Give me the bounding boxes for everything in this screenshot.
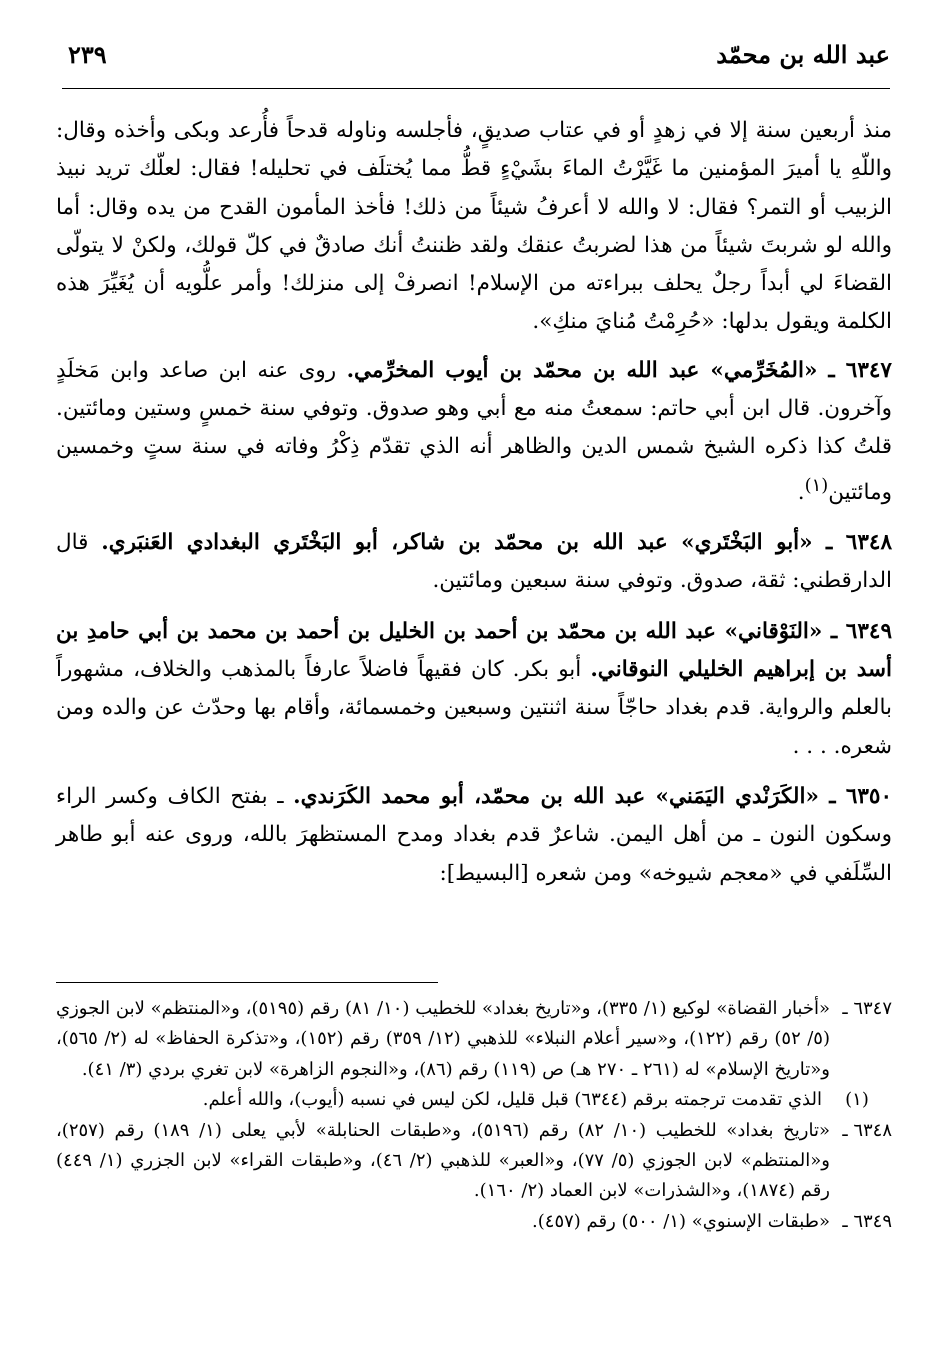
running-header [62,36,890,89]
entry-6349 [56,613,892,766]
footnote-6347 [56,994,892,1085]
footnote-text: «تاريخ بغداد» للخطيب (١٠/ ٨٢) رقم (٥١٩٦)، و«طبقات الحنابلة» لأبي يعلى (١/ ١٨٩) رقم (٢٥٧)، و«المنتظم» لابن الجوزي (٥/ ٧٧)، و«العبر» للذهبي (٢/ ٤٦)، و«طبقات القراء» لابن الجزري (١/ ٤٤٩) رقم (١٨٧٤)، و«الشذرات» لابن العماد (٢/ ١٦٠). [56,1119,830,1202]
running-title: عبد الله بن محمّد [716,40,890,69]
entry-heading: ٦٣٤٩ ـ «النَوْقاني» عبد الله بن محمّد بن أحمد بن الخليل بن أحمد بن محمد بن أبي حامدِ بن أسد بن إبراهيم الخليلي النوقاني. [56,618,893,683]
page-number: ٢٣٩ [68,40,107,69]
entry-text: روى عنه ابن صاعد وابن مَخلَدٍ وآخرون. قال ابن أبي حاتم: سمعتُ منه مع أبي وهو صدوق. وتوفي سنة خمسٍ وستين ومائتين. قلتُ كذا ذكره الشيخ شمس الدين والظاهر أنه الذي تقدّم ذِكْرُ وفاته في سنة ستٍ وخمسين ومائتين [56,357,892,505]
intro-paragraph: منذ أربعين سنة إلا في زهدٍ أو في عتاب صديقٍ، فأجلسه وناوله قدحاً فأُرعد وبكى وأخذه وقال: واللّهِ يا أميرَ المؤمنين ما غَيَّرْتُ الماءَ بشَيْءٍ قطُّ مما يُختلَف في تحليله! فقال: لعلّك تريد نبيذ الزبيب أو التمر؟ فقال: لا والله لا أعرفُ شيئاً من ذلك! فأخذ المأمون القدح من يده وقال: أما والله لو شربتَ شيئاً من هذا لضربتُ عنقك ولقد ظننتُ أنك صادقٌ في كلّ قولك، ولكنْ لا يتولّى القضاءَ لي أبداً رجلٌ يحلف ببراءته من الإسلام! انصرفْ إلى منزلك! وأمر علُّويه أن يُغَيِّرَ هذه الكلمة ويقول بدلها: «حُرِمْتُ مُنايَ منكِ». [56,118,892,335]
entry-6347 [56,352,892,512]
footnote-text: «طبقات الإسنوي» (١/ ٥٠٠) رقم (٤٥٧). [532,1210,830,1232]
main-text [56,112,892,893]
footnote-label: ٦٣٤٧ ـ [842,998,892,1019]
entry-text: قال الدارقطني: ثقة، صدوق. وتوفي سنة سبعين ومائتين. [56,530,892,594]
entry-heading: ٦٣٤٧ ـ «المُخَرِّمي» عبد الله بن محمّد بن أيوب المخرِّمي. [346,357,892,383]
footnote-6348 [56,1116,892,1207]
footnotes [56,994,892,1237]
entry-6348 [56,524,892,601]
footnote-text: «أخبار القضاة» لوكيع (١/ ٣٣٥)، و«تاريخ بغداد» للخطيب (١٠/ ٨١) رقم (٥١٩٥)، و«المنتظم» لابن الجوزي (٥/ ٥٢) رقم (١٢٢)، و«سير أعلام النبلاء» للذهبي (١٢/ ٣٥٩) رقم (١٥٢)، و«تذكرة الحفاظ» له (٢/ ٥٦٥)، و«تاريخ الإسلام» له (٢٦١ ـ ٢٧٠ هـ) ص (١١٩) رقم (٨٦)، و«النجوم الزاهرة» لابن تغري بردي (٣/ ٤١). [56,998,830,1080]
entry-tail: . [797,479,805,505]
footnote-1 [56,1085,892,1115]
entry-text: أبو بكر. كان فقيهاً فاضلاً عارفاً بالمذهب والخلاف، مشهوراً بالعلم والرواية. قدم بغداد حاجّاً سنة اثنتين وسبعين وخمسمائة، وأقام بها وحدّث عن والده ومن شعره. . . . [56,657,892,759]
entry-text: ـ بفتح الكاف وكسر الراء وسكون النون ـ من أهل اليمن. شاعرٌ قدم بغداد ومدح المستظهرَ بالله، وروى عنه أبو طاهر السِّلَفي في «معجم شيوخه» ومن شعره [البسيط]: [56,783,892,886]
footnote-ref[interactable]: (١) [804,474,829,496]
footnote-6349 [56,1207,892,1237]
entry-heading: ٦٣٥٠ ـ «الكَرَنْدي اليَمَني» عبد الله بن محمّد، أبو محمد الكَرَندي. [293,783,893,809]
entry-heading: ٦٣٤٨ ـ «أبو البَخْتَري» عبد الله بن محمّد بن شاكر، أبو البَخْتَري البغدادي العَنبَري. [101,530,892,556]
footnote-text: الذي تقدمت ترجمته برقم (٦٣٤٤) قبل قليل، لكن ليس في نسبه (أيوب)، والله أعلم. [202,1089,822,1111]
footnote-label: (١) [845,1089,869,1111]
footnote-label: ٦٣٤٩ ـ [842,1210,892,1232]
footnote-separator [56,982,438,983]
footnote-label: ٦٣٤٨ ـ [842,1119,892,1141]
entry-6350 [56,778,892,893]
